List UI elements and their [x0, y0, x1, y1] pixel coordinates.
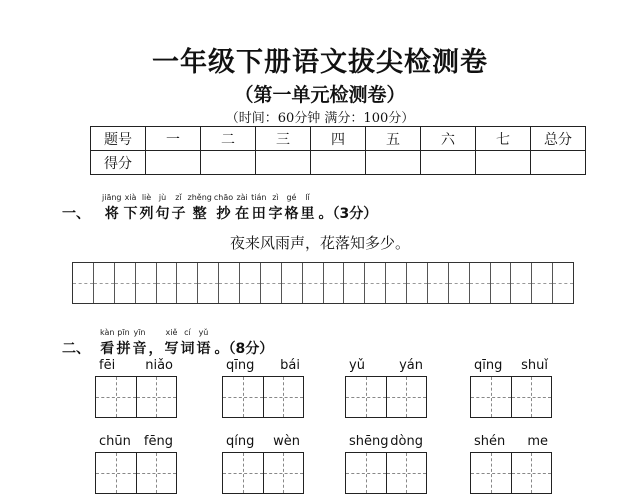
- grid-cell[interactable]: [428, 263, 449, 303]
- grid-cell[interactable]: [365, 263, 386, 303]
- hanzi-char: 下: [123, 206, 138, 222]
- answer-cell[interactable]: [346, 377, 387, 417]
- grid-cell[interactable]: [344, 263, 365, 303]
- section2-heading: [100, 328, 273, 358]
- answer-cell[interactable]: [223, 453, 264, 493]
- score-row-label: 得分: [91, 151, 146, 175]
- score-table-header-row: [91, 127, 586, 151]
- ruby-char: [148, 328, 162, 358]
- grid-cell[interactable]: [94, 263, 115, 303]
- score-header-cell: 三: [256, 127, 311, 151]
- answer-cell[interactable]: [346, 453, 387, 493]
- page-subtitle: （第一单元检测卷）: [234, 84, 406, 106]
- section2-number: 二、: [62, 341, 90, 357]
- pinyin-label: yīn: [133, 328, 146, 337]
- hanzi-char: 列: [139, 206, 154, 222]
- hanzi-char: 整: [192, 206, 207, 222]
- ruby-char: [140, 193, 154, 223]
- hanzi-char: 里: [300, 206, 315, 222]
- section1-instruction: [102, 193, 316, 223]
- pinyin-label: cí: [184, 328, 191, 337]
- grid-cell[interactable]: [282, 263, 303, 303]
- word-pinyin: [222, 434, 304, 452]
- grid-cell[interactable]: [553, 263, 573, 303]
- word-pinyin-1: qíng: [226, 434, 255, 449]
- score-cell[interactable]: [256, 151, 311, 175]
- hanzi-char: 将: [104, 206, 119, 222]
- ruby-char: [132, 328, 146, 358]
- ruby-char: [102, 193, 122, 223]
- word-pinyin: [345, 434, 427, 452]
- grid-cell[interactable]: [177, 263, 198, 303]
- ruby-char: [172, 193, 186, 223]
- word-pinyin-2: wèn: [273, 434, 300, 449]
- answer-cell[interactable]: [387, 377, 427, 417]
- pinyin-label: zài: [236, 193, 248, 202]
- section1-number: 一、: [62, 206, 90, 222]
- pinyin-label: xiě: [165, 328, 178, 337]
- grid-cell[interactable]: [386, 263, 407, 303]
- answer-cell[interactable]: [96, 377, 137, 417]
- answer-cell[interactable]: [471, 377, 512, 417]
- ruby-char: [180, 328, 194, 358]
- word-block: [470, 358, 552, 418]
- word-block: [95, 434, 177, 494]
- page-title: 一年级下册语文拔尖检测卷: [152, 47, 488, 78]
- score-header-cell: 二: [201, 127, 256, 151]
- word-pinyin-2: bái: [280, 358, 300, 373]
- hanzi-char: 拼: [116, 341, 131, 357]
- hanzi-char: 音: [132, 341, 147, 357]
- word-pinyin-2: yán: [399, 358, 423, 373]
- grid-cell[interactable]: [470, 263, 491, 303]
- hanzi-char: 词: [180, 341, 195, 357]
- pinyin-label: xià: [124, 193, 137, 202]
- hanzi-char: 在: [235, 206, 250, 222]
- score-cell[interactable]: [531, 151, 586, 175]
- answer-box[interactable]: [222, 376, 304, 418]
- ruby-char: [300, 193, 314, 223]
- pinyin-label: lǐ: [305, 193, 310, 202]
- word-pinyin: [95, 358, 177, 376]
- pinyin-label: zhěng: [187, 193, 212, 202]
- grid-cell[interactable]: [136, 263, 157, 303]
- tianzige-grid[interactable]: [72, 262, 574, 304]
- word-pinyin-1: qīng: [474, 358, 503, 373]
- answer-cell[interactable]: [264, 453, 304, 493]
- word-pinyin-2: niǎo: [145, 358, 173, 373]
- ruby-char: [100, 328, 114, 358]
- hanzi-char: 子: [171, 206, 186, 222]
- answer-box[interactable]: [470, 452, 552, 494]
- grid-cell[interactable]: [198, 263, 219, 303]
- answer-box[interactable]: [95, 452, 177, 494]
- answer-box[interactable]: [470, 376, 552, 418]
- score-cell[interactable]: [311, 151, 366, 175]
- word-pinyin-2: dòng: [390, 434, 423, 449]
- ruby-char: [156, 193, 170, 223]
- answer-cell[interactable]: [137, 453, 177, 493]
- answer-cell[interactable]: [512, 453, 552, 493]
- ruby-char: [116, 328, 130, 358]
- grid-cell[interactable]: [115, 263, 136, 303]
- score-cell[interactable]: [476, 151, 531, 175]
- word-pinyin: [470, 358, 552, 376]
- answer-cell[interactable]: [223, 377, 264, 417]
- hanzi-char: 看: [100, 341, 115, 357]
- word-pinyin: [222, 358, 304, 376]
- grid-cell[interactable]: [73, 263, 94, 303]
- score-cell[interactable]: [146, 151, 201, 175]
- pinyin-label: zì: [272, 193, 279, 202]
- hanzi-char: 田: [251, 206, 266, 222]
- word-block: [345, 358, 427, 418]
- answer-cell[interactable]: [96, 453, 137, 493]
- pinyin-label: tián: [251, 193, 267, 202]
- pinyin-label: chāo: [213, 193, 234, 202]
- answer-cell[interactable]: [137, 377, 177, 417]
- ruby-char: [251, 193, 266, 223]
- word-pinyin: [345, 358, 427, 376]
- hanzi-char: 语: [196, 341, 211, 357]
- score-header-cell: 一: [146, 127, 201, 151]
- word-pinyin-2: me: [527, 434, 548, 449]
- grid-cell[interactable]: [532, 263, 553, 303]
- word-pinyin: [95, 434, 177, 452]
- grid-cell[interactable]: [511, 263, 532, 303]
- grid-cell[interactable]: [407, 263, 428, 303]
- grid-cell[interactable]: [449, 263, 470, 303]
- ruby-char: [235, 193, 249, 223]
- time-info: （时间：60分钟 满分：100分）: [225, 111, 415, 126]
- score-cell[interactable]: [201, 151, 256, 175]
- word-pinyin-1: shēng: [349, 434, 389, 449]
- word-pinyin-1: fēi: [99, 358, 116, 373]
- score-header-cell: 题号: [91, 127, 146, 151]
- word-block: [222, 434, 304, 494]
- score-cell[interactable]: [366, 151, 421, 175]
- ruby-char: [284, 193, 298, 223]
- word-pinyin-2: shuǐ: [521, 358, 548, 373]
- score-header-cell: 七: [476, 127, 531, 151]
- word-block: [222, 358, 304, 418]
- pinyin-label: liè: [141, 193, 152, 202]
- answer-cell[interactable]: [471, 453, 512, 493]
- word-pinyin-1: shén: [474, 434, 506, 449]
- hanzi-char: 抄: [216, 206, 231, 222]
- word-pinyin-1: yǔ: [349, 358, 365, 373]
- grid-cell[interactable]: [324, 263, 345, 303]
- score-cell[interactable]: [421, 151, 476, 175]
- word-pinyin-1: qīng: [226, 358, 255, 373]
- hanzi-char: 字: [268, 206, 283, 222]
- grid-cell[interactable]: [157, 263, 178, 303]
- hanzi-char: ，: [148, 341, 163, 357]
- copy-sentence: 夜来风雨声，花落知多少。: [229, 234, 410, 252]
- answer-box[interactable]: [345, 376, 427, 418]
- grid-cell[interactable]: [303, 263, 324, 303]
- answer-cell[interactable]: [387, 453, 427, 493]
- answer-box[interactable]: [345, 452, 427, 494]
- ruby-char: [196, 328, 210, 358]
- word-pinyin-2: fēng: [143, 434, 173, 449]
- grid-cell[interactable]: [240, 263, 261, 303]
- ruby-char: [164, 328, 178, 358]
- score-table-score-row: [91, 151, 586, 175]
- section1-score: 。（3分）: [318, 206, 378, 222]
- score-table: [90, 126, 586, 175]
- pinyin-label: jiāng: [102, 193, 122, 202]
- answer-cell[interactable]: [264, 377, 304, 417]
- grid-cell[interactable]: [491, 263, 512, 303]
- pinyin-label: gé: [286, 193, 297, 202]
- score-header-cell: 六: [421, 127, 476, 151]
- pinyin-label: kàn: [100, 328, 115, 337]
- section1-heading: [102, 193, 377, 223]
- section2-score: 。（8分）: [214, 341, 274, 357]
- answer-box[interactable]: [222, 452, 304, 494]
- hanzi-char: 句: [155, 206, 170, 222]
- word-block: [95, 358, 177, 418]
- answer-box[interactable]: [95, 376, 177, 418]
- grid-cell[interactable]: [261, 263, 282, 303]
- word-block: [345, 434, 427, 494]
- word-pinyin: [470, 434, 552, 452]
- ruby-char: [214, 193, 233, 223]
- score-header-cell: 四: [311, 127, 366, 151]
- word-block: [470, 434, 552, 494]
- word-pinyin-1: chūn: [99, 434, 131, 449]
- hanzi-char: 写: [164, 341, 179, 357]
- ruby-char: [268, 193, 282, 223]
- ruby-char: [188, 193, 212, 223]
- section2-instruction: [100, 328, 212, 358]
- pinyin-label: zǐ: [175, 193, 182, 202]
- hanzi-char: 格: [284, 206, 299, 222]
- ruby-char: [124, 193, 138, 223]
- pinyin-label: jù: [158, 193, 167, 202]
- grid-cell[interactable]: [219, 263, 240, 303]
- pinyin-label: pīn: [117, 328, 130, 337]
- pinyin-label: yǔ: [198, 328, 209, 337]
- answer-cell[interactable]: [512, 377, 552, 417]
- score-header-cell: 五: [366, 127, 421, 151]
- score-header-cell: 总分: [531, 127, 586, 151]
